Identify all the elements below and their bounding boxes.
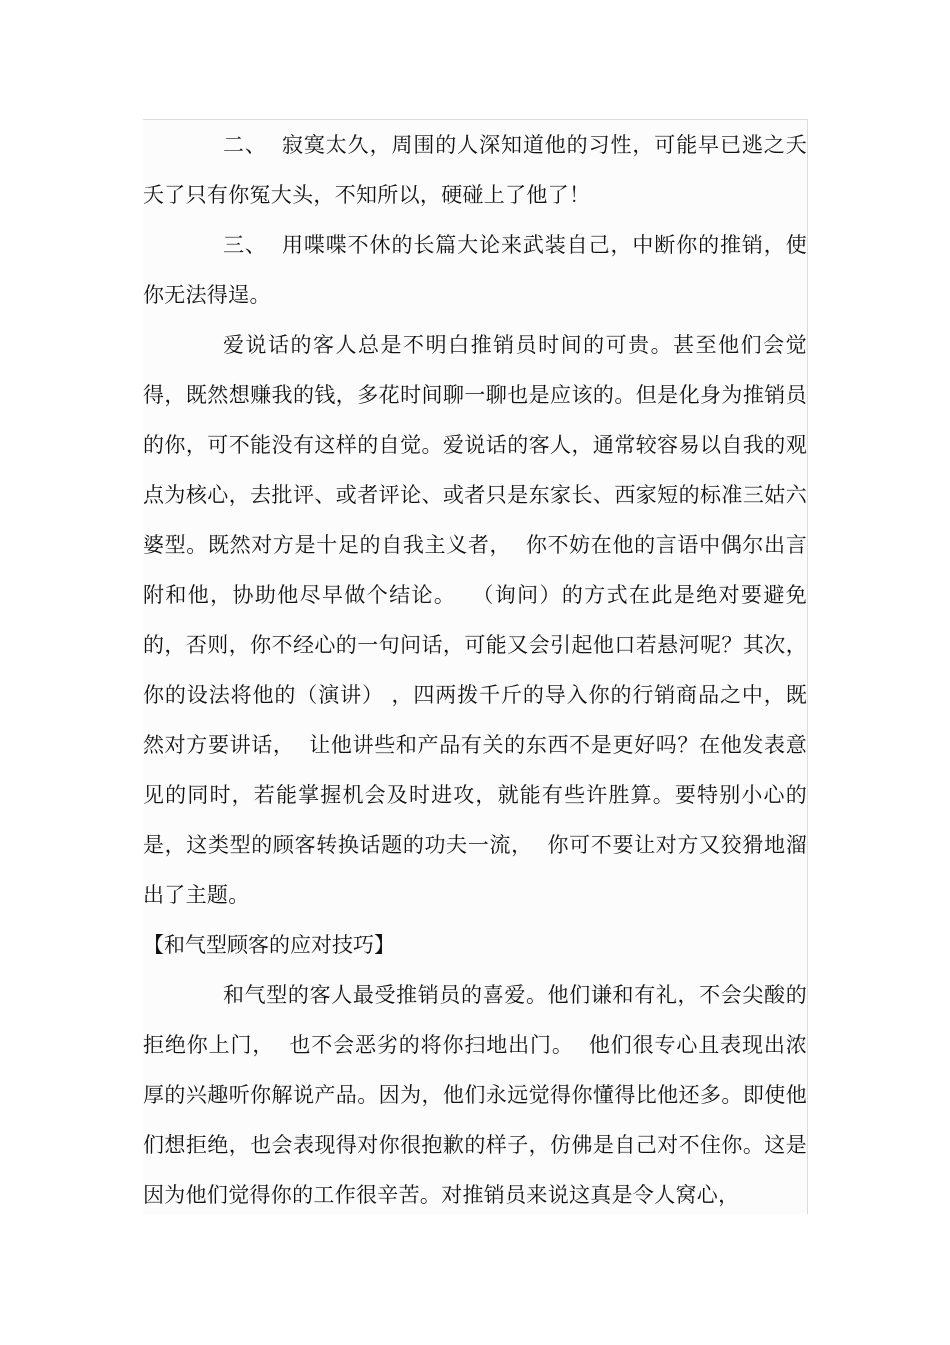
section-heading-gentle-customers: 【和气型顾客的应对技巧】 xyxy=(143,933,395,957)
paragraph-talkative-customers: 爱说话的客人总是不明白推销员时间的可贵。甚至他们会觉得，既然想赚我的钱，多花时间聊一聊也是应该的。但是化身为推销员的你，可不能没有这样的自觉。爱说话的客人，通常较容易以自我的观点为核心，去批评、或者评论、或者只是东家长、西家短的标准三姑六婆型。既然对方是十足的自我主义者， 你不妨在他的言语中偶尔出言附和他，协助他尽早做个结论。 （询问）的方式在此是绝对要避免的，否则，你不经心的一句问话，可能又会引起他口若悬河呢？其次，你的设法将他的（演讲） ，四两拨千斤的导入你的行销商品之中，既然对方要讲话， 让他讲些和产品有关的东西不是更好吗？在他发表意见的同时，若能掌握机会及时进攻，就能有些许胜算。要特别小心的是，这类型的顾客转换话题的功夫一流， 你可不要让对方又狡猾地溜出了主题。 xyxy=(143,333,807,907)
paragraph-point-three: 三、 用喋喋不休的长篇大论来武装自己，中断你的推销，使你无法得逞。 xyxy=(143,233,807,307)
paragraph-gentle-customers: 和气型的客人最受推销员的喜爱。他们谦和有礼，不会尖酸的拒绝你上门， 也不会恶劣的将你扫地出门。 他们很专心且表现出浓厚的兴趣听你解说产品。因为，他们永远觉得你懂得比他还多。即使他们想拒绝，也会表现得对你很抱歉的样子，仿佛是自己对不住你。这是因为他们觉得你的工作很辛苦。对推销员来说这真是令人窝心， xyxy=(143,983,807,1207)
paragraph-point-two: 二、 寂寞太久，周围的人深知道他的习性，可能早已逃之夭夭了只有你冤大头，不知所以，硬碰上了他了！ xyxy=(143,133,807,207)
document-page xyxy=(143,119,808,1214)
